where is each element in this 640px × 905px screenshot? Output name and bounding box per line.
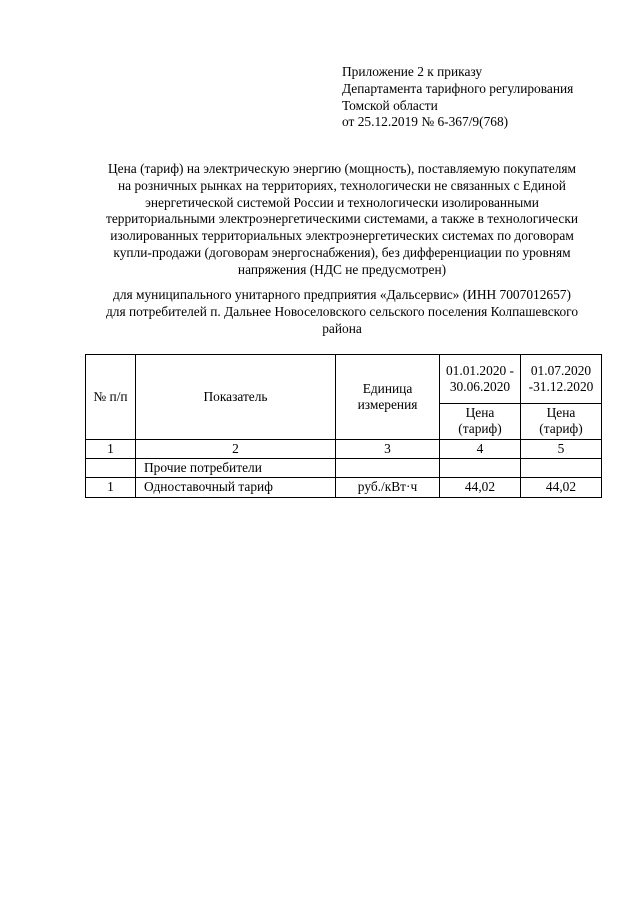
header-period-2: 01.07.2020 -31.12.2020 <box>521 355 602 404</box>
row-value-2: 44,02 <box>521 478 602 497</box>
title-line: изолированных территориальных электроэнергетических системах по договорам <box>110 228 574 243</box>
title-line: купли-продажи (договорам энергоснабжения), без дифференциации по уровням <box>113 244 571 260</box>
title-line: Цена (тариф) на электрическую энергию (мощность), поставляемую покупателям <box>108 161 576 176</box>
row-indicator: Одноставочный тариф <box>136 478 336 497</box>
title-line: энергетической системой России и технологически изолированными <box>145 194 539 210</box>
index-cell: 3 <box>336 439 440 458</box>
table-header-row <box>86 355 602 404</box>
group-empty-cell <box>336 459 440 478</box>
header-price-2: Цена (тариф) <box>521 404 602 440</box>
subject-line: для муниципального унитарного предприятия «Дальсервис» (ИНН 7007012657) <box>113 287 571 302</box>
appendix-header <box>342 64 632 131</box>
appendix-date-number: от 25.12.2019 № 6-367/9(768) <box>342 114 509 130</box>
subject-line: для потребителей п. Дальнее Новоселовского сельского поселения Колпашевского <box>105 303 579 319</box>
index-cell: 2 <box>136 439 336 458</box>
group-empty-cell <box>440 459 521 478</box>
subject-line: района <box>322 320 362 336</box>
table-index-row <box>86 439 602 458</box>
title-line: территориальными электроэнергетическими системами, а также в технологически <box>105 211 579 227</box>
index-cell: 4 <box>440 439 521 458</box>
row-unit: руб./кВт·ч <box>336 478 440 497</box>
header-num: № п/п <box>86 355 136 440</box>
table-row <box>86 478 602 497</box>
document-title <box>88 161 596 278</box>
index-cell: 1 <box>86 439 136 458</box>
appendix-line: Департамента тарифного регулирования <box>342 80 574 96</box>
index-cell: 5 <box>521 439 602 458</box>
document-subject <box>88 287 596 337</box>
header-indicator: Показатель <box>136 355 336 440</box>
appendix-line: Приложение 2 к приказу <box>342 64 483 79</box>
header-price-1: Цена (тариф) <box>440 404 521 440</box>
header-period-1: 01.01.2020 - 30.06.2020 <box>440 355 521 404</box>
title-line: на розничных рынках на территориях, технологически не связанных с Единой <box>118 177 566 193</box>
group-empty-cell <box>86 459 136 478</box>
appendix-line: Томской области <box>342 97 438 113</box>
header-unit: Единица измерения <box>336 355 440 440</box>
row-num: 1 <box>86 478 136 497</box>
title-line: напряжения (НДС не предусмотрен) <box>237 261 447 277</box>
group-label: Прочие потребители <box>136 459 336 478</box>
table-group-row <box>86 459 602 478</box>
tariff-table <box>85 354 602 498</box>
group-empty-cell <box>521 459 602 478</box>
row-value-1: 44,02 <box>440 478 521 497</box>
